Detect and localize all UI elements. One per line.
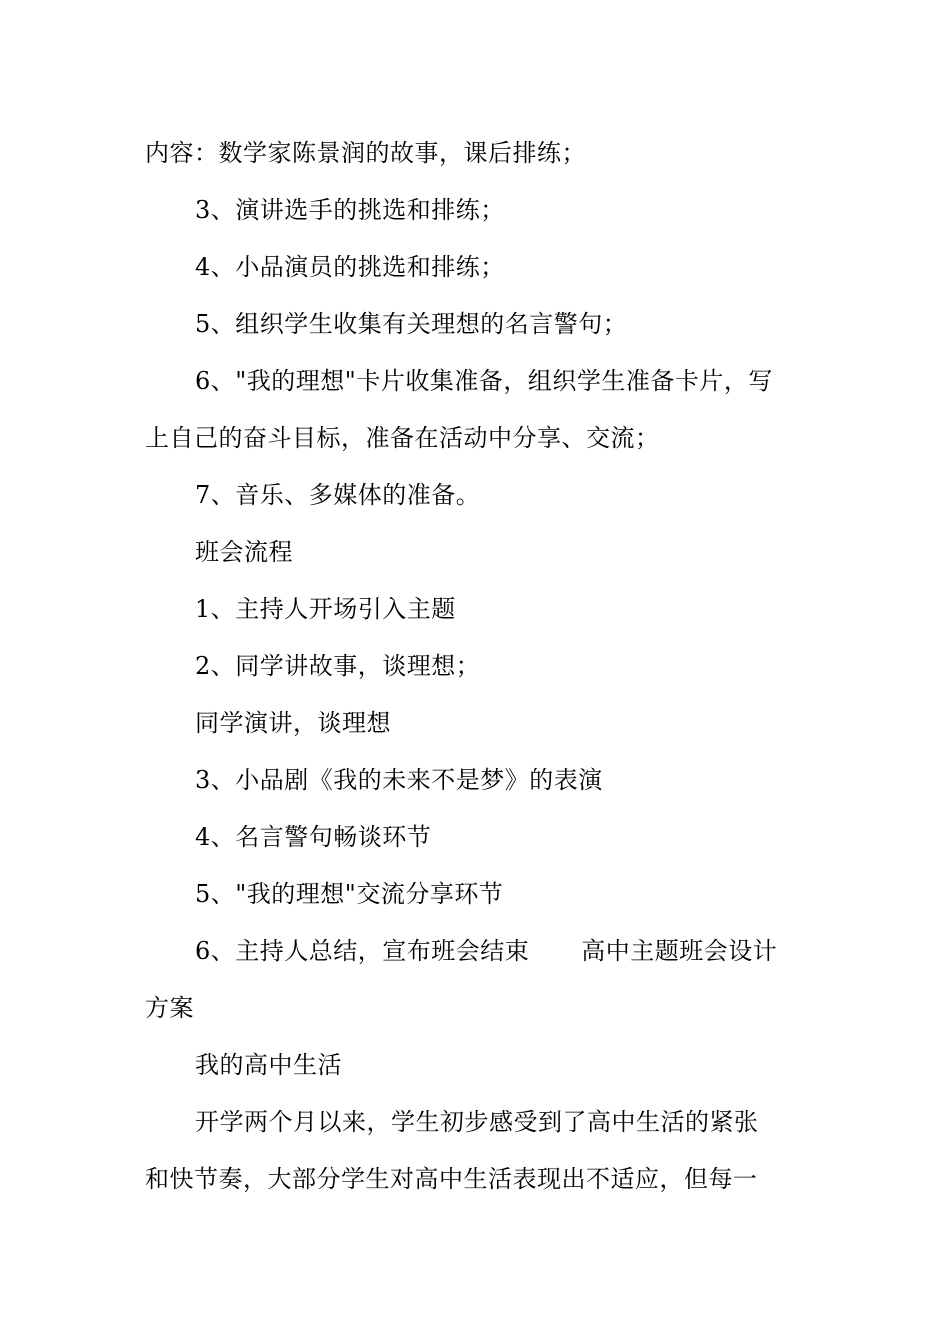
document-title-end: 方案 <box>145 994 194 1022</box>
text-line: 7、音乐、多媒体的准备。 <box>195 481 481 509</box>
section-heading: 班会流程 <box>195 538 293 566</box>
text-line <box>195 936 777 966</box>
text-line: 开学两个月以来，学生初步感受到了高中生活的紧张 <box>195 1108 759 1136</box>
text-line: 内容：数学家陈景润的故事，课后排练； <box>145 139 586 167</box>
text-line: 6、"我的理想"卡片收集准备，组织学生准备卡片，写 <box>195 367 773 395</box>
text-line: 和快节奏，大部分学生对高中生活表现出不适应，但每一 <box>145 1165 758 1193</box>
text-line: 同学演讲，谈理想 <box>195 709 391 737</box>
text-line: 1、主持人开场引入主题 <box>195 595 456 623</box>
text-line: 上自己的奋斗目标，准备在活动中分享、交流； <box>145 424 660 452</box>
text-line: 5、组织学生收集有关理想的名言警句； <box>195 310 628 338</box>
text-line: 5、"我的理想"交流分享环节 <box>195 880 504 908</box>
text-line: 4、名言警句畅谈环节 <box>195 823 432 851</box>
text-line: 2、同学讲故事，谈理想； <box>195 652 481 680</box>
document-title-start: 高中主题班会设计 <box>581 937 778 965</box>
section-heading: 我的高中生活 <box>195 1051 342 1079</box>
text-line: 4、小品演员的挑选和排练； <box>195 253 505 281</box>
text-segment: 6、主持人总结，宣布班会结束 <box>195 937 530 965</box>
text-line: 3、演讲选手的挑选和排练； <box>195 196 505 224</box>
text-line: 3、小品剧《我的未来不是梦》的表演 <box>195 766 603 794</box>
